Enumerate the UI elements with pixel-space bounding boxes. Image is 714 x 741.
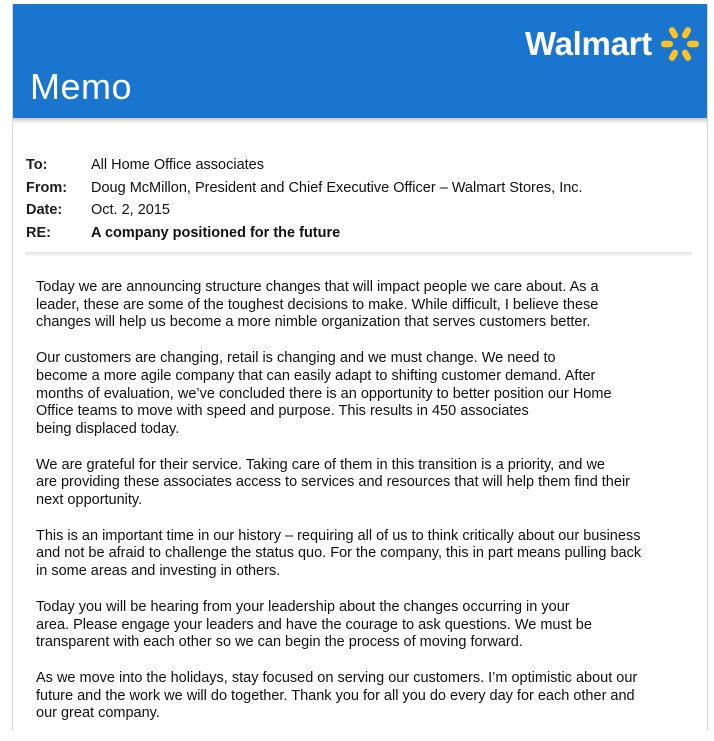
paragraph-line: become a more agile company that can easily adapt to shifting customer demand. After [36, 367, 596, 384]
body-paragraph [36, 528, 684, 581]
paragraph-line: months of evaluation, we’ve concluded there is an opportunity to better position our Home [36, 385, 612, 402]
meta-row [26, 177, 583, 200]
paragraph-line: future and the work we will do together. Thank you for all you do every day for each other and [36, 687, 635, 704]
memo-body [36, 279, 684, 741]
paragraph-line: Our customers are changing, retail is changing and we must change. We need to [36, 350, 556, 367]
paragraph-line: being displaced today. [36, 420, 180, 437]
memo-meta [26, 154, 583, 245]
header-shadow [13, 118, 707, 124]
section-divider [26, 252, 692, 257]
paragraph-line: Office teams to move with speed and purpose. This results in 450 associates [36, 403, 529, 420]
body-paragraph [36, 599, 684, 652]
memo-title: Memo [30, 66, 133, 107]
paragraph-line: Today you will be hearing from your leadership about the changes occurring in your [36, 598, 570, 615]
body-paragraph [36, 670, 684, 723]
meta-value: Oct. 2, 2015 [91, 202, 170, 219]
paragraph-line: our great company. [36, 705, 160, 722]
logo-text: Walmart [525, 25, 652, 62]
body-paragraph [36, 457, 684, 510]
meta-label: RE: [26, 225, 51, 242]
paragraph-line: and not be afraid to challenge the status quo. For the company, this in part means pulling back [36, 545, 642, 562]
meta-label: From: [26, 179, 68, 196]
meta-row [26, 222, 583, 245]
paragraph-line: Today we are announcing structure changes that will impact people we care about. As a [36, 279, 599, 295]
spark-icon [658, 22, 702, 66]
paragraph-line: in some areas and investing in others. [36, 563, 281, 580]
meta-value: All Home Office associates [91, 157, 264, 173]
paragraph-line: are providing these associates access to services and resources that will help them find their [36, 474, 630, 491]
paragraph-line: transparent with each other so we can begin the process of moving forward. [36, 634, 523, 651]
meta-row [26, 154, 583, 177]
meta-value: Doug McMillon, President and Chief Executive Officer – Walmart Stores, Inc. [91, 179, 583, 196]
meta-label: To: [26, 157, 48, 173]
paragraph-line: This is an important time in our history – requiring all of us to think critically about our business [36, 527, 641, 544]
paragraph-line: leader, these are some of the toughest decisions to make. While difficult, I believe these [36, 296, 599, 313]
paragraph-line: area. Please engage your leaders and have the courage to ask questions. We must be [36, 616, 592, 633]
body-paragraph [36, 350, 684, 439]
walmart-logo [525, 22, 702, 66]
meta-row [26, 199, 583, 222]
paragraph-line: next opportunity. [36, 492, 143, 509]
meta-label: Date: [26, 202, 63, 219]
body-paragraph [36, 279, 684, 332]
paragraph-line: changes will help us become a more nimble organization that serves customers better. [36, 314, 591, 331]
meta-value: A company positioned for the future [91, 225, 341, 242]
paragraph-line: As we move into the holidays, stay focused on serving our customers. I’m optimistic about our [36, 669, 638, 686]
paragraph-line: We are grateful for their service. Taking care of them in this transition is a priority, and we [36, 456, 605, 473]
